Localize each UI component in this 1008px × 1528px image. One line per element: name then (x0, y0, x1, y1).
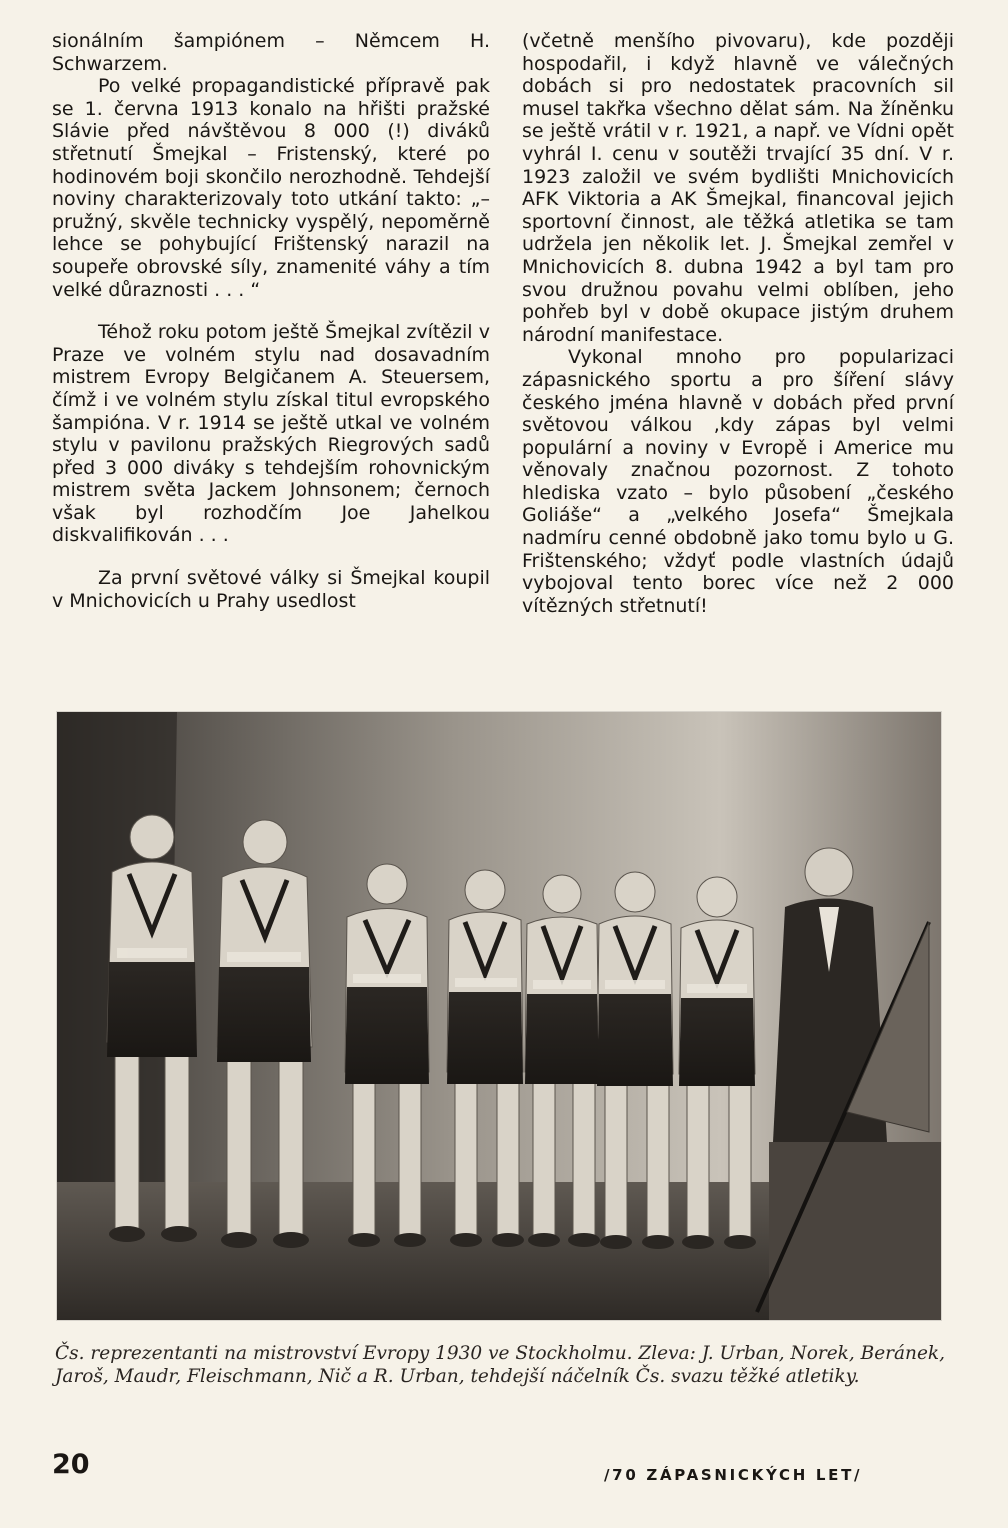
photo-caption: Čs. reprezentanti na mistrovství Evropy 1930 ve Stockholmu. Zleva: J. Urban, Norek, Beránek, Jaroš, Maudr, Fleischmann, Nič a R. Urban, tehdejší náčelník Čs. svazu těžké atletiky. (55, 1343, 945, 1387)
text-column-right (522, 30, 954, 617)
page-number: 20 (52, 1449, 90, 1480)
paragraph: Po velké propagandistické přípravě pak se 1. června 1913 konalo na hřišti pražské Slávie před návštěvou 8 000 (!) diváků střetnutí Šmejkal – Fristenský, které po hodinovém boji skončilo nerozhodně. Tehdejší noviny charakterizovaly toto utkání takto: „– pružný, skvěle technicky vyspělý, nepoměrně lehce se pohybující Frištenský narazil na soupeře obrovské síly, znamenité váhy a tím velké důraznosti . . . “ (52, 75, 490, 301)
team-photograph (56, 711, 942, 1321)
paragraph: sionálním šampiónem – Němcem H. Schwarzem. (52, 30, 490, 75)
team-photo-image (57, 712, 941, 1320)
running-title: /70 ZÁPASNICKÝCH LET/ (604, 1466, 863, 1484)
paragraph: Vykonal mnoho pro popularizaci zápasnického sportu a pro šíření slávy českého jména hlavně v dobách před první světovou válkou ,kdy zápas byl velmi populární a noviny v Evropě i Americe mu věnovaly značnou pozornost. Z tohoto hlediska vzato – bylo působení „českého Goliáše“ a „velkého Josefa“ Šmejkala nadmíru cenné obdobně jako tomu bylo u G. Frištenského; vždyť podle vlastních údajů vybojoval tento borec více než 2 000 vítězných střetnutí! (522, 346, 954, 617)
paragraph: Za první světové války si Šmejkal koupil v Mnichovicích u Prahy usedlost (52, 567, 490, 612)
paragraph: Téhož roku potom ještě Šmejkal zvítězil v Praze ve volném stylu nad dosavadním mistrem Evropy Belgičanem A. Steuersem, čímž i ve volném stylu získal titul evropského šampióna. V r. 1914 se ještě utkal ve volném stylu v pavilonu pražských Riegrových sadů před 3 000 diváky s tehdejším rohovnickým mistrem světa Jackem Johnsonem; černoch však byl rozhodčím Joe Jahelkou diskvalifikován . . . (52, 321, 490, 547)
text-column-left (52, 30, 490, 612)
paragraph: (včetně menšího pivovaru), kde později hospodařil, i když hlavně ve válečných dobách si pro nedostatek pracovních sil musel takřka všechno dělat sám. Na žíněnku se ještě vrátil v r. 1921, a např. ve Vídni opět vyhrál I. cenu v soutěži trvající 35 dní. V r. 1923 založil ve svém bydlišti Mnichovicích AFK Viktoria a AK Šmejkal, financoval jejich sportovní činnost, ale těžká atletika se tam udržela jen několik let. J. Šmejkal zemřel v Mnichovicích 8. dubna 1942 a byl tam pro svou družnou povahu velmi oblíben, jeho pohřeb byl v době okupace jistým druhem národní manifestace. (522, 30, 954, 346)
